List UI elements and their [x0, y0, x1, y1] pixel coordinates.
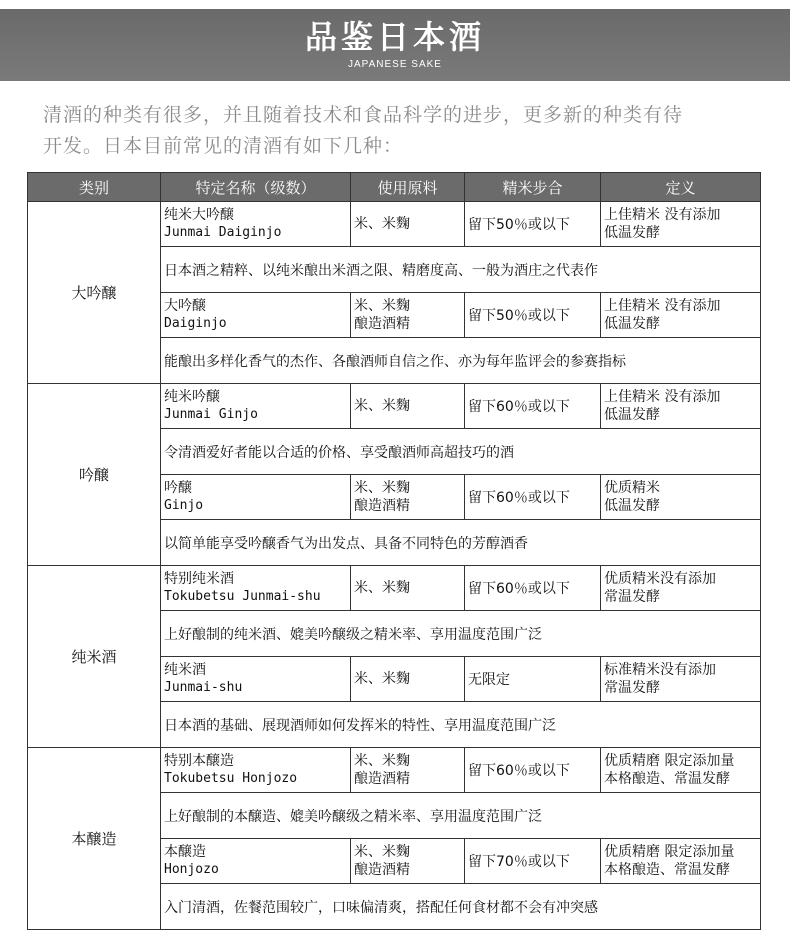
material-line-1: 米、米麴	[354, 580, 410, 596]
name-zh: 本醸造	[164, 844, 206, 860]
name-cell	[161, 657, 351, 702]
name-zh: 大吟醸	[164, 298, 206, 314]
name-en: Tokubetsu Junmai-shu	[164, 589, 321, 604]
name-en: Junmai Ginjo	[164, 407, 258, 422]
table-row	[28, 384, 761, 429]
material-cell	[351, 475, 465, 520]
page-title: 品鉴日本酒	[304, 18, 485, 56]
material-line-1: 米、米麴	[354, 298, 410, 314]
name-en: Daiginjo	[164, 316, 227, 331]
definition-line-2: 本格酿造、常温发酵	[604, 862, 730, 878]
category-cell: 本醸造	[28, 748, 161, 930]
material-cell	[351, 384, 465, 429]
definition-line-2: 常温发酵	[604, 680, 660, 696]
table-row	[28, 748, 761, 793]
material-cell	[351, 748, 465, 793]
material-cell	[351, 293, 465, 338]
material-line-1: 米、米麴	[354, 844, 410, 860]
page-subtitle: JAPANESE SAKE	[348, 59, 442, 70]
name-zh: 纯米吟醸	[164, 389, 220, 405]
header-polish: 精米步合	[465, 173, 601, 202]
name-cell	[161, 748, 351, 793]
name-cell	[161, 566, 351, 611]
name-cell	[161, 202, 351, 247]
material-line-1: 米、米麴	[354, 216, 410, 232]
polish-cell: 留下60％或以下	[465, 475, 601, 520]
polish-cell: 留下50％或以下	[465, 293, 601, 338]
material-cell	[351, 566, 465, 611]
material-cell	[351, 839, 465, 884]
table-row	[28, 566, 761, 611]
table-row	[28, 202, 761, 247]
definition-line-2: 低温发酵	[604, 407, 660, 423]
material-line-2: 酿造酒精	[354, 498, 410, 514]
definition-line-2: 低温发酵	[604, 316, 660, 332]
category-cell: 纯米酒	[28, 566, 161, 748]
name-en: Tokubetsu Honjozo	[164, 771, 298, 786]
material-line-1: 米、米麴	[354, 480, 410, 496]
name-zh: 特别纯米酒	[164, 571, 234, 587]
definition-line-1: 优质精米	[604, 480, 660, 496]
definition-line-2: 本格酿造、常温发酵	[604, 771, 730, 787]
sake-table	[27, 172, 761, 930]
header-name: 特定名称（级数）	[161, 173, 351, 202]
name-en: Junmai-shu	[164, 680, 243, 695]
definition-cell	[601, 657, 761, 702]
description-cell: 以简单能享受吟醸香气为出发点、具备不同特色的芳醇酒香	[161, 520, 761, 566]
description-cell: 入门清酒，佐餐范围较广，口味偏清爽，搭配任何食材都不会有冲突感	[161, 884, 761, 930]
name-cell	[161, 384, 351, 429]
header-definition: 定义	[601, 173, 761, 202]
table-header-row	[28, 173, 761, 202]
description-cell: 能酿出多样化香气的杰作、各酿酒师自信之作、亦为每年监评会的参赛指标	[161, 338, 761, 384]
definition-cell	[601, 293, 761, 338]
description-cell: 上好酿制的纯米酒、媲美吟醸级之精米率、享用温度范围广泛	[161, 611, 761, 657]
definition-line-1: 标准精米没有添加	[604, 662, 716, 678]
material-line-1: 米、米麴	[354, 671, 410, 687]
name-zh: 特别本醸造	[164, 753, 234, 769]
definition-line-2: 常温发酵	[604, 589, 660, 605]
intro-paragraph	[43, 100, 763, 162]
definition-cell	[601, 566, 761, 611]
definition-line-2: 低温发酵	[604, 225, 660, 241]
definition-cell	[601, 384, 761, 429]
definition-cell	[601, 202, 761, 247]
definition-line-1: 优质精磨 限定添加量	[604, 844, 735, 860]
material-cell	[351, 202, 465, 247]
definition-line-2: 低温发酵	[604, 498, 660, 514]
header-material: 使用原料	[351, 173, 465, 202]
material-cell	[351, 657, 465, 702]
definition-cell	[601, 475, 761, 520]
description-cell: 日本酒之精粹、以纯米酿出米酒之限、精磨度高、一般为酒庄之代表作	[161, 247, 761, 293]
name-zh: 纯米大吟醸	[164, 207, 234, 223]
material-line-2: 酿造酒精	[354, 771, 410, 787]
category-cell: 吟醸	[28, 384, 161, 566]
material-line-1: 米、米麴	[354, 753, 410, 769]
name-en: Junmai Daiginjo	[164, 225, 282, 240]
definition-line-1: 优质精米没有添加	[604, 571, 716, 587]
polish-cell: 留下60％或以下	[465, 748, 601, 793]
category-cell: 大吟醸	[28, 202, 161, 384]
polish-cell: 无限定	[465, 657, 601, 702]
definition-line-1: 上佳精米 没有添加	[604, 389, 721, 405]
name-zh: 纯米酒	[164, 662, 206, 678]
material-line-2: 酿造酒精	[354, 316, 410, 332]
header-category: 类别	[28, 173, 161, 202]
name-en: Honjozo	[164, 862, 219, 877]
definition-cell	[601, 839, 761, 884]
name-cell	[161, 293, 351, 338]
polish-cell: 留下50％或以下	[465, 202, 601, 247]
polish-cell: 留下70％或以下	[465, 839, 601, 884]
definition-line-1: 上佳精米 没有添加	[604, 207, 721, 223]
intro-line-2: 开发。日本目前常见的清酒有如下几种：	[43, 135, 404, 157]
name-cell	[161, 475, 351, 520]
definition-line-1: 上佳精米 没有添加	[604, 298, 721, 314]
polish-cell: 留下60％或以下	[465, 384, 601, 429]
definition-line-1: 优质精磨 限定添加量	[604, 753, 735, 769]
name-cell	[161, 839, 351, 884]
name-zh: 吟醸	[164, 480, 192, 496]
polish-cell: 留下60％或以下	[465, 566, 601, 611]
definition-cell	[601, 748, 761, 793]
material-line-1: 米、米麴	[354, 398, 410, 414]
name-en: Ginjo	[164, 498, 204, 513]
description-cell: 日本酒的基础、展现酒师如何发挥米的特性、享用温度范围广泛	[161, 702, 761, 748]
description-cell: 令清酒爱好者能以合适的价格、享受酿酒师高超技巧的酒	[161, 429, 761, 475]
material-line-2: 酿造酒精	[354, 862, 410, 878]
intro-line-1: 清酒的种类有很多，并且随着技术和食品科学的进步，更多新的种类有待	[43, 104, 684, 126]
title-banner	[0, 9, 790, 81]
description-cell: 上好酿制的本醸造、媲美吟醸级之精米率、享用温度范围广泛	[161, 793, 761, 839]
